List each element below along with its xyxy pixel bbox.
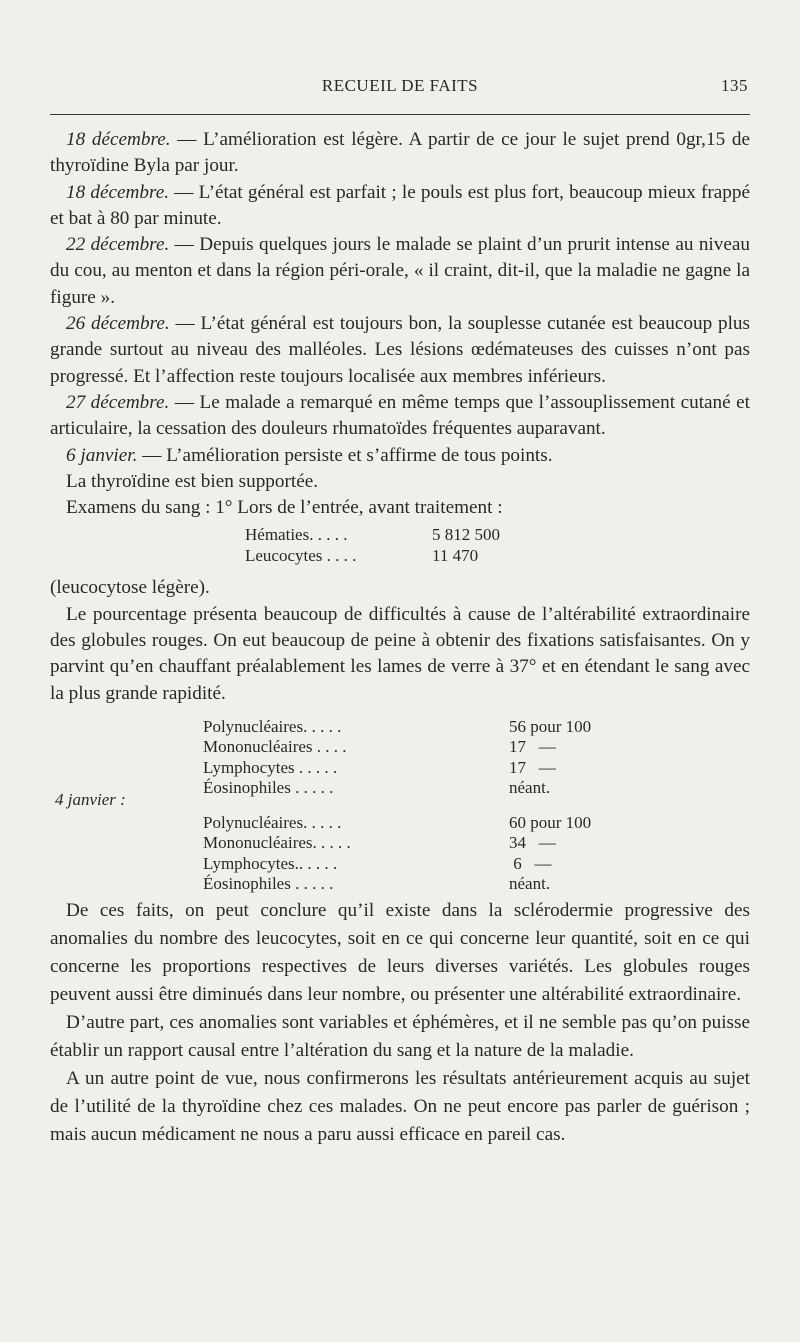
row-label: Éosinophiles . . . . . [203,778,334,798]
conclusion-paragraph: De ces faits, on peut conclure qu’il existe dans la sclérodermie progressive des anomalies du nombre des leucocytes, soit en ce qui concerne leur quantité, soit en ce qui concerne les proportions respectives de leurs diverses variétés. Les globules rouges peuvent aussi être diminués dans leur nombre, ou présenter une altérabilité extraordinaire. [50,899,750,1005]
page-body [50,127,750,1149]
row-label: Lymphocytes . . . . . [203,757,338,777]
row-label: Hématies. . . . . [245,525,348,545]
row-value: 56 pour 100 [509,716,592,736]
entry-paragraph [50,443,750,469]
row-value: 11 470 [432,545,479,565]
entry-text: — L’amélioration persiste et s’affirme de tous points. [137,444,553,466]
entry-date: 18 décembre. [66,181,170,203]
table-row [50,525,750,546]
entry-paragraph [50,232,750,311]
row-label: Polynucléaires. . . . . [203,812,342,832]
entry-text: — L’état général est parfait ; le pouls est plus fort, beaucoup mieux frappé et bat à 80 par minute. [50,181,750,229]
entry-paragraph [50,311,750,390]
row-value: 6 — [509,853,552,873]
running-header [50,76,750,100]
blood-count-table [50,525,750,575]
conclusion-section [50,897,750,1149]
entry-paragraph [50,390,750,443]
leukocyte-formula [50,716,750,894]
running-title: RECUEIL DE FAITS [321,76,479,95]
row-value: 5 812 500 [432,525,500,545]
formula-date: 4 janvier : [55,789,126,809]
thyroidine-line: La thyroïdine est bien supportée. [66,470,319,492]
row-label: Mononucléaires . . . . [203,737,347,757]
entry-date: 27 décembre. [66,391,170,413]
row-label: Leucocytes . . . . [245,545,357,565]
entry-text: — L’amélioration est légère. A partir de ce jour le sujet prend 0gr,15 de thyroïdine Byla par jour. [50,129,750,177]
table-row [50,546,750,567]
pourcentage-paragraph: Le pourcentage présenta beaucoup de difficultés à cause de l’altérabilité extraordinaire des globules rouges. On eut beaucoup de peine à obtenir des fixations satisfaisantes. On y parvint qu’en chauffant préalablement les lames de verre à 37° et en étendant le sang avec la plus grande rapidité. [50,603,750,704]
entry-text: — Le malade a remarqué en même temps que l’assouplissement cutané et articulaire, la cessation des douleurs rhumatoïdes fréquentes auparavant. [50,391,750,440]
page-number: 135 [721,76,748,95]
entry-date: 26 décembre. [66,313,170,335]
examens-line: Examens du sang : 1° Lors de l’entrée, avant traitement : [66,497,503,519]
entry-text: — L’état général est toujours bon, la souplesse cutanée est beaucoup plus grande surtout au niveau des malléoles. Les lésions œdémateuses des cuisses n’ont pas progressé. Et l’affection reste toujours localisée aux membres inférieurs. [50,313,750,387]
row-value: néant. [509,874,551,894]
conclusion-paragraph: A un autre point de vue, nous confirmerons les résultats antérieurement acquis au sujet de l’utilité de la thyroïdine chez ces malades. On ne peut encore pas parler de guérison ; mais aucun médicament ne nous a paru aussi efficace en pareil cas. [50,1067,750,1145]
entry-paragraph [50,127,750,180]
header-rule [50,114,750,115]
entry-date: 6 janvier. [66,444,138,466]
row-value: 60 pour 100 [509,812,592,832]
entry-text: — Depuis quelques jours le malade se plaint d’un prurit intense au niveau du cou, au menton et dans la région péri-orale, « il craint, dit-il, que la maladie ne gagne la figure ». [50,234,750,308]
row-value: 34 — [509,833,556,853]
row-label: Éosinophiles . . . . . [203,874,334,894]
row-label: Lymphocytes.. . . . . [203,853,338,873]
leucocytose-line: (leucocytose légère). [50,577,210,599]
row-value: 17 — [509,757,556,777]
row-value: néant. [509,778,551,798]
conclusion-paragraph: D’autre part, ces anomalies sont variables et éphémères, et il ne semble pas qu’on puisse établir un rapport causal entre l’altération du sang et la nature de la maladie. [50,1011,750,1061]
entry-date: 18 décembre. [66,129,171,150]
entry-date: 22 décembre. [66,234,170,256]
row-label: Mononucléaires. . . . . [203,833,351,853]
row-label: Polynucléaires. . . . . [203,716,342,736]
row-value: 17 — [509,737,556,757]
entry-paragraph [50,180,750,233]
